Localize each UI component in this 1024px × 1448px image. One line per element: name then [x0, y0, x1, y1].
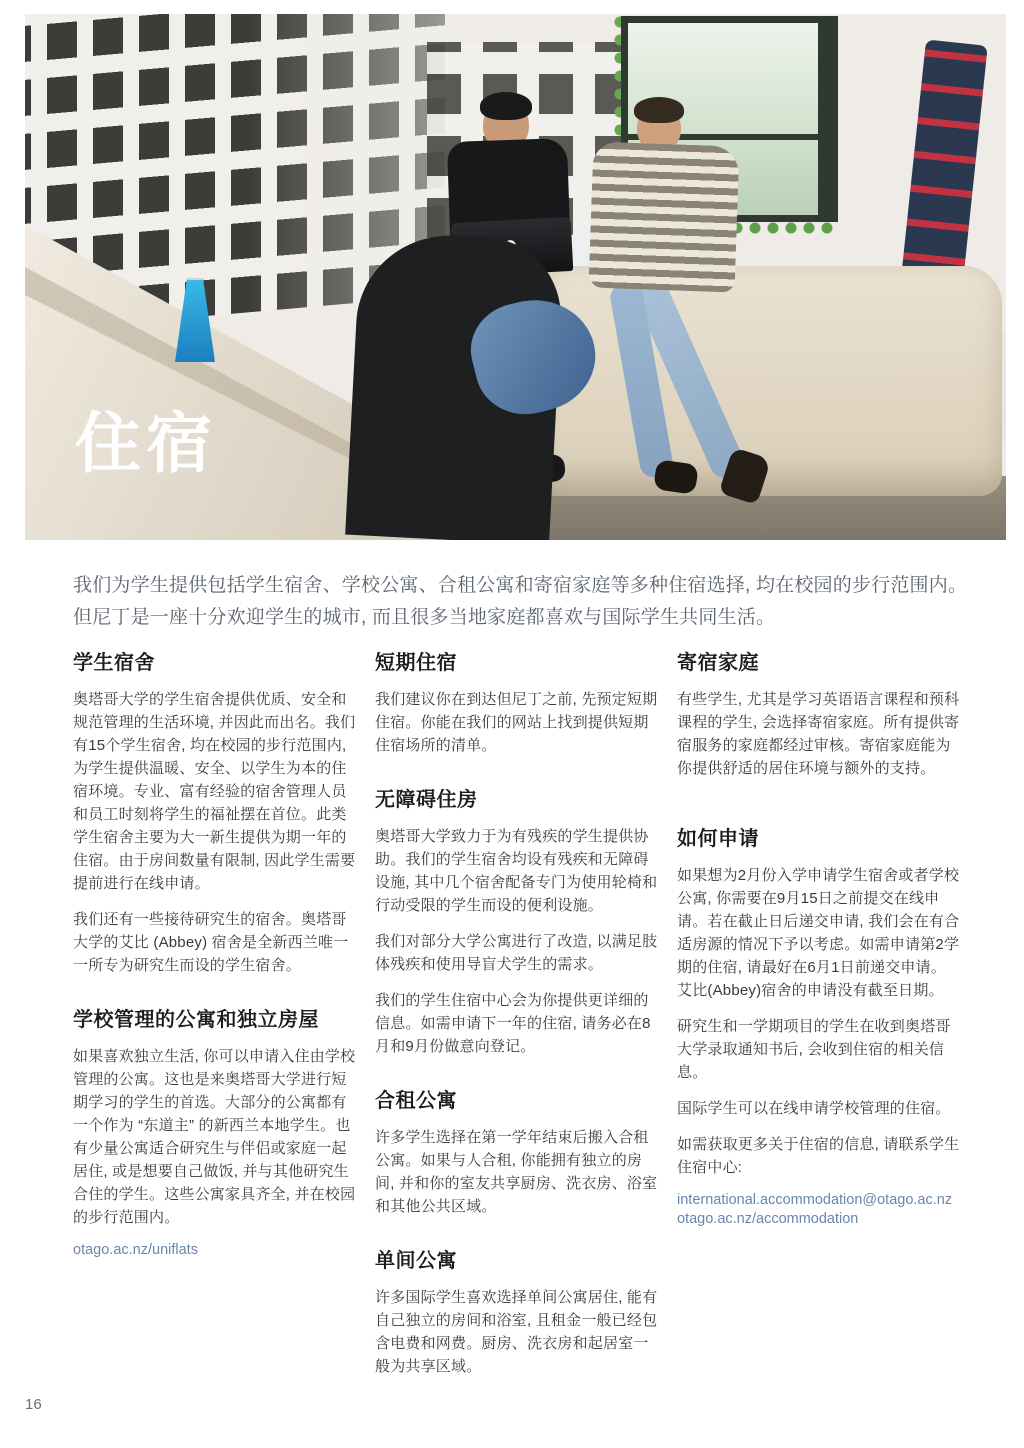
- section-homestay: [677, 650, 961, 780]
- section-heading: 如何申请: [677, 828, 759, 850]
- column-1: [73, 650, 357, 1260]
- uniflats-link[interactable]: otago.ac.nz/uniflats: [73, 1242, 198, 1258]
- intro-paragraph: 我们为学生提供包括学生宿舍、学校公寓、合租公寓和寄宿家庭等多种住宿选择, 均在校园的步行范围内。但尼丁是一座十分欢迎学生的城市, 而且很多当地家庭都喜欢与国际学生共同生活。: [73, 575, 968, 628]
- section-shared-flats: [375, 1088, 659, 1218]
- section-short-term: [375, 650, 659, 757]
- paragraph: 如果喜欢独立生活, 你可以申请入住由学校管理的公寓。这也是来奥塔哥大学进行短期学习的学生的首选。大部分的公寓都有一个作为 “东道主” 的新西兰本地学生。也有少量公寓适合研究生与伴侣或家庭一起居住, 或是想要自己做饭, 并与其他研究生合住的学生。这些公寓家具齐全, 并在校园的步行范围内。: [73, 1048, 356, 1226]
- section-heading: 单间公寓: [375, 1250, 457, 1272]
- paragraph: 我们还有一些接待研究生的宿舍。奥塔哥大学的艾比 (Abbey) 宿舍是全新西兰唯一一所专为研究生而设的学生宿舍。: [73, 911, 349, 974]
- section-heading: 合租公寓: [375, 1090, 457, 1112]
- paragraph: 研究生和一学期项目的学生在收到奥塔哥大学录取通知书后, 会收到住宿的相关信息。: [677, 1018, 951, 1081]
- paragraph: 许多国际学生喜欢选择单间公寓居住, 能有自己独立的房间和浴室, 且租金一般已经包含电费和网费。厨房、洗衣房和起居室一般为共享区域。: [375, 1289, 658, 1375]
- section-heading: 短期住宿: [375, 652, 457, 674]
- links-block: [73, 1241, 357, 1260]
- student-right-torso: [588, 141, 739, 292]
- paragraph: 我们建议你在到达但尼丁之前, 先预定短期住宿。你能在我们的网站上找到提供短期住宿场所的清单。: [375, 691, 658, 754]
- paragraph: 我们对部分大学公寓进行了改造, 以满足肢体残疾和使用导盲犬学生的需求。: [375, 933, 658, 973]
- paragraph: 奥塔哥大学的学生宿舍提供优质、安全和规范管理的生活环境, 并因此而出名。我们有15个学生宿舍, 均在校园的步行范围内, 为学生提供温暖、安全、以学生为本的住宿环境。专业、富有经验的宿舍管理人员和员工时刻将学生的福祉摆在首位。此类学生宿舍主要为大一新生提供为期一年的住宿。由于房间数量有限制, 因此学生需要提前进行在线申请。: [73, 691, 356, 892]
- paragraph: 许多学生选择在第一学年结束后搬入合租公寓。如果与人合租, 你能拥有独立的房间, 并和你的室友共享厨房、洗衣房、浴室和其他公共区域。: [375, 1129, 658, 1215]
- paragraph: 奥塔哥大学致力于为有残疾的学生提供协助。我们的学生宿舍均设有残疾和无障碍设施, 其中几个宿舍配备专门为使用轮椅和行动受限的学生而设的便利设施。: [375, 828, 658, 914]
- links-block: [677, 1191, 961, 1229]
- paragraph: 如果想为2月份入学申请学生宿舍或者学校公寓, 你需要在9月15日之前提交在线申请。若在截止日后递交申请, 我们会在有合适房源的情况下予以考虑。如需申请第2学期的住宿, 请最好在6月1日前递交申请。艾比(Abbey)宿舍的申请没有截至日期。: [677, 867, 960, 999]
- section-how-to-apply: [677, 826, 961, 1229]
- page-number: 16: [25, 1396, 42, 1413]
- section-university-flats: [73, 1007, 357, 1260]
- accommodation-email-link[interactable]: international.accommodation@otago.ac.nz: [677, 1192, 953, 1208]
- section-heading: 学校管理的公寓和独立房屋: [73, 1009, 319, 1031]
- page-title: 住宿: [75, 406, 217, 480]
- paragraph: 如需获取更多关于住宿的信息, 请联系学生住宿中心:: [677, 1136, 960, 1176]
- section-studio-apartments: [375, 1248, 659, 1378]
- column-3: [677, 650, 961, 1229]
- section-accessible-housing: [375, 787, 659, 1058]
- paragraph: 我们的学生住宿中心会为你提供更详细的信息。如需申请下一年的住宿, 请务必在8月和9月份做意向登记。: [375, 992, 651, 1055]
- accommodation-link[interactable]: otago.ac.nz/accommodation: [677, 1211, 859, 1227]
- paragraph: 国际学生可以在线申请学校管理的住宿。: [677, 1100, 951, 1117]
- section-student-halls: [73, 650, 357, 977]
- hero-photo: [25, 14, 1006, 540]
- section-heading: 寄宿家庭: [677, 652, 759, 674]
- column-2: [375, 650, 659, 1378]
- section-heading: 学生宿舍: [73, 652, 155, 674]
- paragraph: 有些学生, 尤其是学习英语语言课程和预科课程的学生, 会选择寄宿家庭。所有提供寄宿服务的家庭都经过审核。寄宿家庭能为你提供舒适的居住环境与额外的支持。: [677, 691, 960, 777]
- section-heading: 无障碍住房: [375, 789, 478, 811]
- striped-scarf: [900, 39, 988, 292]
